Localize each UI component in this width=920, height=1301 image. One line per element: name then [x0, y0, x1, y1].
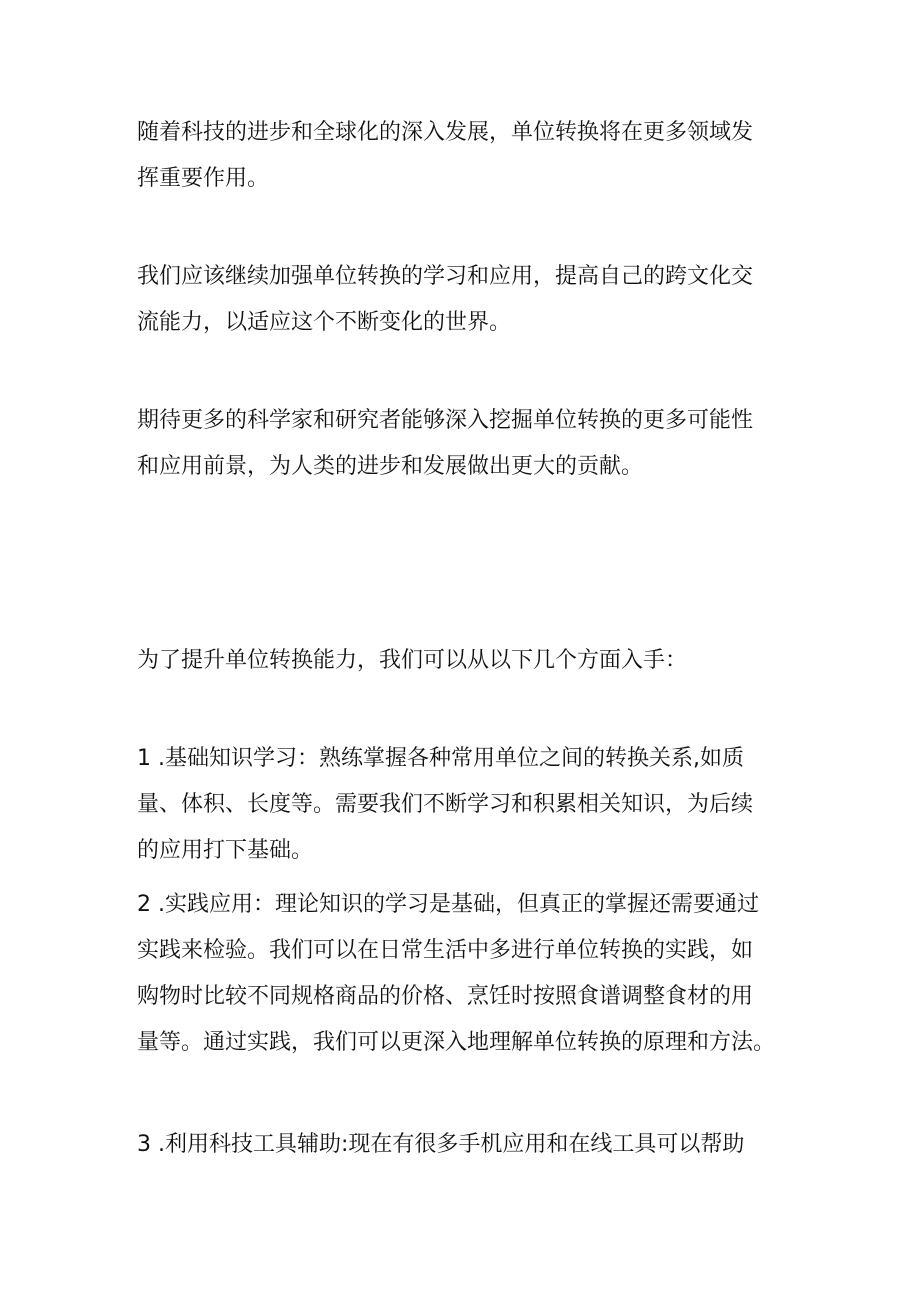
paragraph-expect-researchers — [137, 398, 797, 490]
text-line: 为了提升单位转换能力，我们可以从以下几个方面入手： — [137, 648, 688, 673]
text-line: 1 .基础知识学习：熟练掌握各种常用单位之间的转换关系,如质 — [137, 746, 744, 771]
text-line: 流能力，以适应这个不断变化的世界。 — [137, 310, 512, 335]
list-item-tech-tools — [137, 1122, 797, 1168]
text-line: 3 .利用科技工具辅助:现在有很多手机应用和在线工具可以帮助 — [137, 1132, 745, 1157]
text-line: 的应用打下基础。 — [137, 838, 314, 863]
text-line: 2 .实践应用：理论知识的学习是基础，但真正的掌握还需要通过 — [137, 892, 759, 917]
text-line: 随着科技的进步和全球化的深入发展，单位转换将在更多领域发 — [137, 120, 754, 145]
list-item-practical-application — [137, 882, 797, 1066]
text-line: 量等。通过实践，我们可以更深入地理解单位转换的原理和方法。 — [137, 1030, 776, 1055]
text-line: 实践来检验。我们可以在日常生活中多进行单位转换的实践，如 — [137, 938, 754, 963]
text-line: 量、体积、长度等。需要我们不断学习和积累相关知识，为后续 — [137, 792, 754, 817]
paragraph-improve-ability-intro — [137, 638, 797, 684]
paragraph-strengthen-learning — [137, 254, 797, 346]
text-line: 挥重要作用。 — [137, 166, 270, 191]
list-item-basic-knowledge — [137, 736, 797, 874]
paragraph-unit-conversion-future — [137, 110, 797, 202]
text-line: 购物时比较不同规格商品的价格、烹饪时按照食谱调整食材的用 — [137, 984, 754, 1009]
text-line: 我们应该继续加强单位转换的学习和应用，提高自己的跨文化交 — [137, 264, 754, 289]
text-line: 期待更多的科学家和研究者能够深入挖掘单位转换的更多可能性 — [137, 408, 754, 433]
text-line: 和应用前景，为人类的进步和发展做出更大的贡献。 — [137, 454, 644, 479]
